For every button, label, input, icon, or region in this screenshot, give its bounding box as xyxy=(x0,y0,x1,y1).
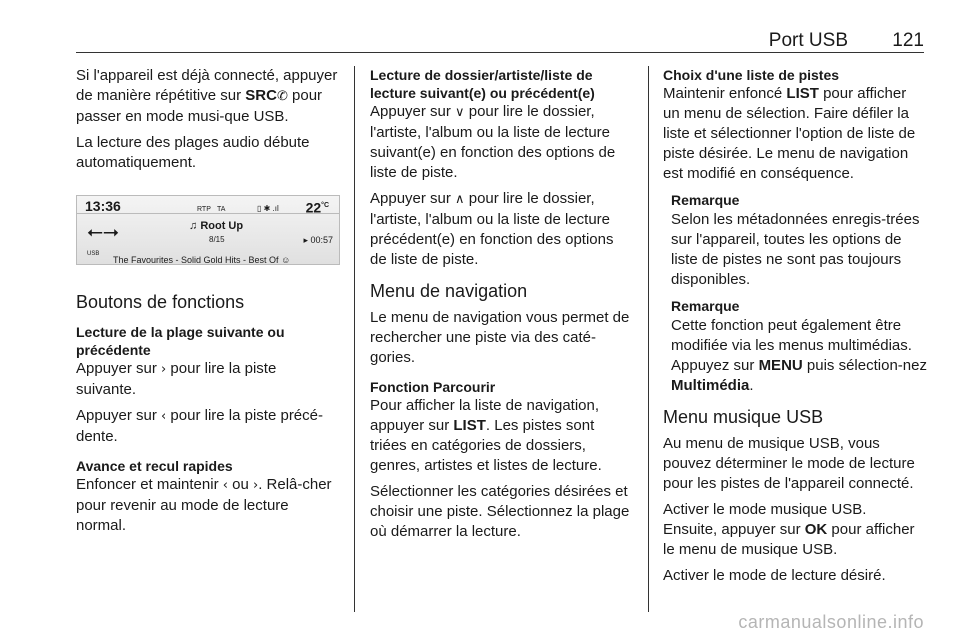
page-header xyxy=(76,30,924,52)
paragraph: Le menu de navigation vous permet de rechercher une piste via des caté-gories. xyxy=(370,309,630,366)
album-info: The Favourites - Solid Gold Hits - Best Of ☺ xyxy=(113,255,291,265)
page-title: Port USB xyxy=(768,30,848,51)
paragraph: La lecture des plages audio débute automatiquement. xyxy=(76,134,310,171)
note-title: Remarque xyxy=(671,298,740,314)
phone-handset-icon: ✆ xyxy=(276,89,288,104)
note-title: Remarque xyxy=(671,192,740,208)
signal-status-icons: ▯ ✱ .ıl xyxy=(257,204,279,213)
section-heading: Boutons de fonctions xyxy=(76,292,245,312)
list-key: LIST xyxy=(786,85,819,102)
page-number: 121 xyxy=(892,30,924,51)
chevron-right-icon: › xyxy=(252,478,259,493)
track-title: ♫ Root Up xyxy=(189,220,244,232)
paragraph: Appuyer sur ‹ pour lire la piste précé-dente. xyxy=(76,407,323,445)
paragraph: Pour afficher la liste de navigation, appuyer sur LIST. Les pistes sont triées en catégories de dossiers, genres, artistes et listes de lecture. xyxy=(370,397,602,474)
play-icon: ▸ xyxy=(303,235,311,245)
column-right xyxy=(663,66,927,592)
paragraph: Maintenir enfoncé LIST pour afficher un menu de sélection. Faire défiler la liste et sélectionner l'option de liste de piste désirée. Le menu de navigation est modifié en conséquence. xyxy=(663,85,916,182)
section-heading: Menu musique USB xyxy=(663,407,824,427)
subheading: Lecture de dossier/artiste/liste de lecture suivant(e) ou précédent(e) xyxy=(370,67,595,101)
menu-key: MENU xyxy=(758,357,803,374)
rtp-indicator: RTP xyxy=(197,206,211,213)
paragraph: Enfoncer et maintenir ‹ ou ›. Relâ-cher pour revenir au mode de lecture normal. xyxy=(76,476,332,534)
display-screenshot xyxy=(76,195,340,265)
chevron-down-icon: ∨ xyxy=(455,105,465,120)
paragraph: Activer le mode de lecture désiré. xyxy=(663,567,886,584)
clock-time: 13:36 xyxy=(85,198,121,214)
artist-icon: ☺ xyxy=(281,255,291,265)
elapsed-time: ▸ 00:57 xyxy=(303,235,333,245)
usb-label: USB xyxy=(87,251,100,257)
paragraph: Si l'appareil est déjà connecté, appuyer de manière répétitive sur SRC✆ pour passer en mode musi-que USB. xyxy=(76,67,338,125)
column-middle xyxy=(370,66,634,548)
chevron-left-icon: ‹ xyxy=(161,409,167,424)
music-note-icon: ♫ xyxy=(189,220,201,232)
paragraph: Activer le mode musique USB. xyxy=(663,501,867,518)
chevron-right-icon: › xyxy=(161,362,167,377)
column-divider xyxy=(648,66,649,612)
paragraph: Ensuite, appuyer sur OK pour afficher le menu de musique USB. xyxy=(663,521,915,558)
section-heading: Menu de navigation xyxy=(370,281,528,301)
paragraph: Sélectionner les catégories désirées et choisir une piste. Sélectionnez la plage où démarrer la lecture. xyxy=(370,483,630,540)
paragraph: Appuyer sur › pour lire la piste suivante. xyxy=(76,360,277,398)
usb-icon: ⭠⭢ xyxy=(87,221,119,243)
chevron-left-icon: ‹ xyxy=(222,478,228,493)
multimedia-key: Multimédia xyxy=(671,377,750,394)
ta-indicator: TA xyxy=(217,206,226,213)
temperature: $22^{^\circ C}$ xyxy=(305,199,329,216)
subheading: Lecture de la plage suivante ou précédente xyxy=(76,324,285,358)
note-box xyxy=(671,190,927,290)
subheading: Avance et recul rapides xyxy=(76,458,233,474)
list-key: LIST xyxy=(453,417,486,434)
track-position: 8/15 xyxy=(209,235,225,244)
subheading: Fonction Parcourir xyxy=(370,379,496,395)
watermark: carmanualsonline.info xyxy=(738,612,924,632)
paragraph: Appuyer sur ∨ pour lire le dossier, l'artiste, l'album ou la liste de lecture suivant(e) en fonction des options de liste de piste. xyxy=(370,103,616,181)
paragraph: Au menu de musique USB, vous pouvez déterminer le mode de lecture pour les pistes de l'appareil connecté. xyxy=(663,435,915,492)
note-text: Cette fonction peut également être modifiée via les menus multimédias. Appuyez sur MENU puis sélection-nez Multimédia. xyxy=(671,317,927,394)
ok-key: OK xyxy=(804,521,828,538)
column-left xyxy=(76,66,340,542)
note-box xyxy=(671,296,927,396)
paragraph: Appuyer sur ∧ pour lire le dossier, l'artiste, l'album ou la liste de lecture précédent(e) en fonction des options de liste de piste. xyxy=(370,190,614,268)
note-text: Selon les métadonnées enregis-trées sur l'appareil, toutes les options de liste de pistes ne sont pas toujours disponibles. xyxy=(671,211,920,288)
src-key: SRC xyxy=(245,87,277,104)
column-divider xyxy=(354,66,355,612)
subheading: Choix d'une liste de pistes xyxy=(663,67,840,83)
header-rule xyxy=(76,52,924,53)
chevron-up-icon: ∧ xyxy=(455,192,465,207)
